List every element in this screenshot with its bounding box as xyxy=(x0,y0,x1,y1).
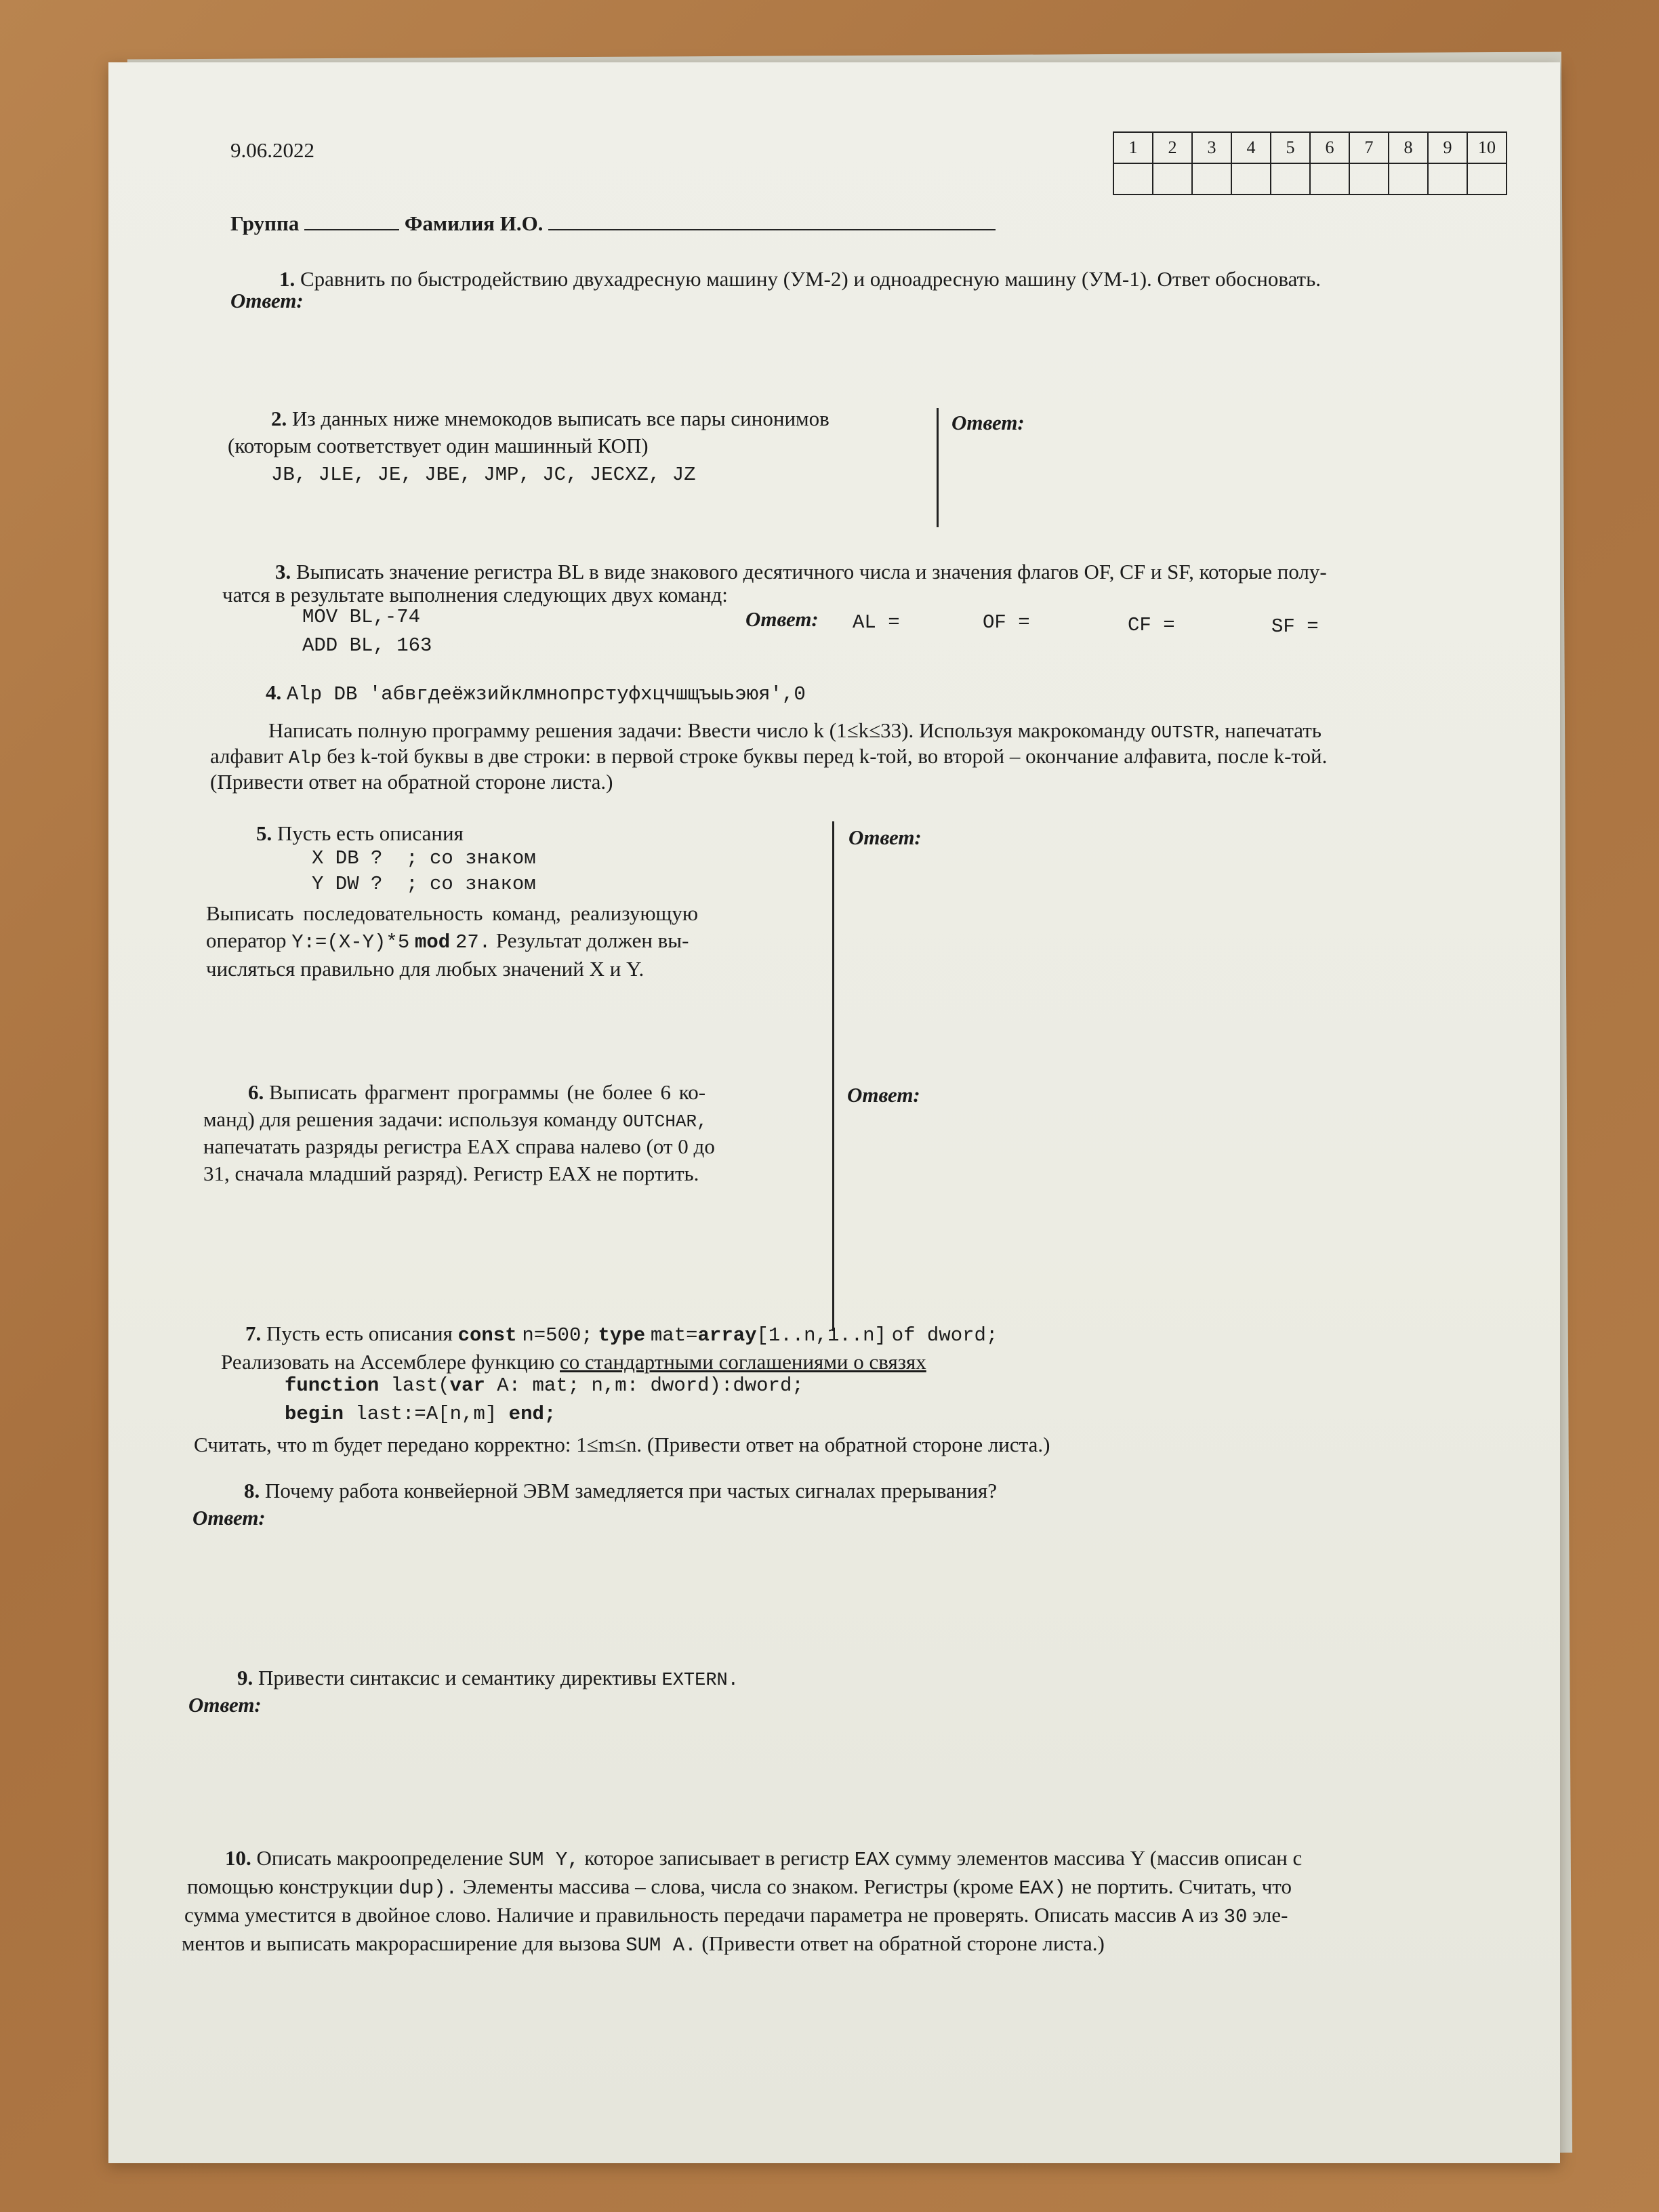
answer-divider xyxy=(937,408,939,527)
code-word: [1..n,1..n] xyxy=(756,1324,886,1347)
code-keyword: end; xyxy=(508,1403,556,1425)
question-text-line: напечатать разряды регистра EAX справа налево (от 0 до xyxy=(203,1134,715,1158)
question-5 xyxy=(256,820,464,847)
score-cell[interactable] xyxy=(1113,163,1153,194)
code-word: last( xyxy=(390,1374,450,1397)
name-label: Фамилия И.О. xyxy=(404,211,544,235)
question-text-line xyxy=(187,1873,1292,1902)
question-10 xyxy=(225,1845,1302,1874)
question-number: 7. xyxy=(245,1322,262,1345)
code-line: Alp DB 'абвгдеёжзийклмнопрстуфхцчшщъыьэюя',0 xyxy=(287,683,806,705)
text: Написать полную программу решения задачи: Ввести число k (1≤k≤33). Используя макрокоманду xyxy=(268,718,1146,742)
score-cell-header: 9 xyxy=(1428,132,1467,163)
sf-answer: SF = xyxy=(1271,615,1319,638)
code-line: ADD BL, 163 xyxy=(302,634,432,657)
question-text-line: числяться правильно для любых значений X и Y. xyxy=(206,957,644,981)
text: помощью конструкции xyxy=(187,1875,394,1898)
score-cell[interactable] xyxy=(1271,163,1310,194)
al-answer: AL = xyxy=(853,611,900,634)
underlined-text: со стандартными соглашениями о связях xyxy=(560,1350,926,1374)
code-word: SUM A. xyxy=(626,1934,697,1957)
score-cell-header: 5 xyxy=(1271,132,1310,163)
text: алфавит xyxy=(210,744,284,768)
answer-label: Ответ: xyxy=(230,289,304,312)
question-text-line xyxy=(268,717,1322,746)
question-text: Из данных ниже мнемокодов выписать все пары синонимов xyxy=(292,407,830,430)
question-text-line: 31, сначала младший разряд). Регистр EAX не портить. xyxy=(203,1162,699,1185)
text: Реализовать на Ассемблере функцию xyxy=(221,1350,555,1374)
score-cell-header: 7 xyxy=(1349,132,1389,163)
question-7 xyxy=(245,1320,998,1349)
code-keyword: array xyxy=(697,1324,757,1347)
question-number: 6. xyxy=(248,1080,264,1104)
code-word: 27. xyxy=(455,931,491,954)
code-line: MOV BL,-74 xyxy=(302,606,421,628)
score-cell-header: 4 xyxy=(1231,132,1271,163)
code-keyword: function xyxy=(285,1374,380,1397)
question-4 xyxy=(266,679,806,708)
question-number: 1. xyxy=(279,267,295,291)
code-line: X DB ? ; со знаком xyxy=(312,847,536,869)
text: , напечатать xyxy=(1214,718,1322,742)
score-cell[interactable] xyxy=(1192,163,1231,194)
cf-answer: CF = xyxy=(1128,614,1175,636)
question-text: Пусть есть описания xyxy=(277,821,464,845)
score-cell-header: 6 xyxy=(1310,132,1349,163)
question-8 xyxy=(244,1477,997,1504)
question-6 xyxy=(248,1079,705,1106)
question-number: 2. xyxy=(271,407,287,430)
answer-label: Ответ: xyxy=(951,411,1025,434)
question-text-line xyxy=(182,1930,1105,1959)
question-number: 9. xyxy=(237,1666,253,1689)
score-cell-header: 1 xyxy=(1113,132,1153,163)
question-text: Пусть есть описания xyxy=(266,1322,453,1345)
text: которое записывает в регистр xyxy=(584,1846,850,1870)
text: оператор xyxy=(206,928,287,952)
student-info-line xyxy=(230,210,996,237)
code-word: dup). xyxy=(398,1877,457,1900)
code-word: 30 xyxy=(1223,1906,1248,1928)
code-word: Y:=(X-Y)*5 xyxy=(291,931,410,954)
score-cell[interactable] xyxy=(1349,163,1389,194)
code-word: of dword; xyxy=(891,1324,998,1347)
code-word: A: mat; n,m: dword):dword; xyxy=(497,1374,804,1397)
text: эле- xyxy=(1252,1903,1288,1927)
question-text: Сравнить по быстродействию двухадресную машину (УМ-2) и одноадресную машину (УМ-1). Ответ обосновать. xyxy=(300,267,1321,291)
code-word: SUM Y, xyxy=(508,1849,579,1871)
question-1 xyxy=(279,266,1321,293)
score-cell[interactable] xyxy=(1153,163,1192,194)
text: из xyxy=(1198,1903,1218,1927)
text: не портить. Считать, что xyxy=(1071,1875,1292,1898)
score-cell[interactable] xyxy=(1310,163,1349,194)
of-answer: OF = xyxy=(983,611,1030,634)
score-cell[interactable] xyxy=(1428,163,1467,194)
text: без k-той буквы в две строки: в первой строке буквы перед k-той, во второй – окончание алфавита, после k-той. xyxy=(327,744,1328,768)
code-line xyxy=(285,1374,804,1397)
score-grid xyxy=(1113,131,1507,195)
question-number: 4. xyxy=(266,680,282,704)
code-word: mod xyxy=(414,931,451,954)
code-word: A xyxy=(1181,1906,1194,1928)
text: Описать макроопределение xyxy=(256,1846,504,1870)
score-cell-header: 10 xyxy=(1467,132,1507,163)
question-text-line: Выписать последовательность команд, реализующую xyxy=(206,901,699,925)
code-word: OUTCHAR, xyxy=(622,1111,708,1132)
code-word: Alp xyxy=(288,749,322,769)
answer-divider xyxy=(832,1079,834,1331)
code-keyword: const xyxy=(457,1324,517,1347)
code-word: n=500; xyxy=(522,1324,593,1347)
code-word: mat= xyxy=(650,1324,698,1347)
question-text: Привести синтаксис и семантику директивы xyxy=(258,1666,657,1689)
question-text-line: Считать, что m будет передано корректно: 1≤m≤n. (Привести ответ на обратной стороне листа.) xyxy=(194,1433,1050,1456)
answer-label: Ответ: xyxy=(848,825,922,849)
code-keyword: type xyxy=(598,1324,646,1347)
text: Результат должен вы- xyxy=(495,928,689,952)
question-text: Выписать значение регистра BL в виде знакового десятичного числа и значения флагов OF, CF и SF, которые полу- xyxy=(296,560,1327,583)
question-text: чатся в результате выполнения следующих двух команд: xyxy=(222,583,728,607)
code-word: EAX xyxy=(854,1849,890,1871)
question-9 xyxy=(237,1664,739,1694)
score-cell[interactable] xyxy=(1389,163,1428,194)
question-text-line xyxy=(203,1106,708,1135)
answer-label: Ответ: xyxy=(188,1693,262,1717)
question-text: Почему работа конвейерной ЭВМ замедляется при частых сигналах прерывания? xyxy=(265,1479,998,1502)
group-field[interactable] xyxy=(304,229,399,230)
score-cell[interactable] xyxy=(1467,163,1507,194)
answer-label: Ответ: xyxy=(192,1506,266,1530)
code-word: EXTERN. xyxy=(661,1671,739,1691)
answer-label: Ответ: xyxy=(847,1083,920,1107)
question-number: 8. xyxy=(244,1479,260,1502)
text: Элементы массива – слова, числа со знаком. Регистры (кроме xyxy=(462,1875,1014,1898)
question-text-line xyxy=(221,1349,926,1376)
answer-label: Ответ: xyxy=(745,607,819,631)
code-word: EAX) xyxy=(1019,1877,1066,1900)
question-number: 3. xyxy=(275,560,291,583)
score-cell-header: 2 xyxy=(1153,132,1192,163)
text: сумма уместится в двойное слово. Наличие и правильность передачи параметра не проверять. Описать массив xyxy=(184,1903,1177,1927)
group-label: Группа xyxy=(230,211,300,235)
question-text: Выписать фрагмент программы (не более 6 ко- xyxy=(269,1080,706,1104)
score-cell[interactable] xyxy=(1231,163,1271,194)
score-cell-header: 8 xyxy=(1389,132,1428,163)
exam-date: 9.06.2022 xyxy=(230,138,314,162)
question-text-line: (Привести ответ на обратной стороне листа.) xyxy=(210,770,613,794)
code-line xyxy=(285,1403,556,1425)
answer-divider xyxy=(832,821,834,1120)
question-text: (которым соответствует один машинный КОП) xyxy=(228,434,649,457)
code-keyword: begin xyxy=(285,1403,344,1425)
score-cell-header: 3 xyxy=(1192,132,1231,163)
question-2 xyxy=(228,405,1037,459)
text: (Привести ответ на обратной стороне листа.) xyxy=(701,1931,1105,1955)
text: манд) для решения задачи: используя команду xyxy=(203,1107,618,1131)
question-text-line xyxy=(206,927,689,956)
question-number: 10. xyxy=(225,1846,251,1870)
question-number: 5. xyxy=(256,821,272,845)
exam-sheet xyxy=(108,62,1560,2163)
question-text-line xyxy=(184,1902,1288,1931)
name-field[interactable] xyxy=(548,229,996,230)
text: сумму элементов массива Y (массив описан с xyxy=(895,1846,1303,1870)
code-keyword: var xyxy=(449,1374,485,1397)
mnemonic-list: JB, JLE, JE, JBE, JMP, JC, JECXZ, JZ xyxy=(271,464,696,486)
text: ментов и выписать макрорасширение для вызова xyxy=(182,1931,621,1955)
code-line: Y DW ? ; со знаком xyxy=(312,873,536,895)
code-word: last:=A[n,m] xyxy=(355,1403,497,1425)
code-word: OUTSTR xyxy=(1151,722,1214,743)
